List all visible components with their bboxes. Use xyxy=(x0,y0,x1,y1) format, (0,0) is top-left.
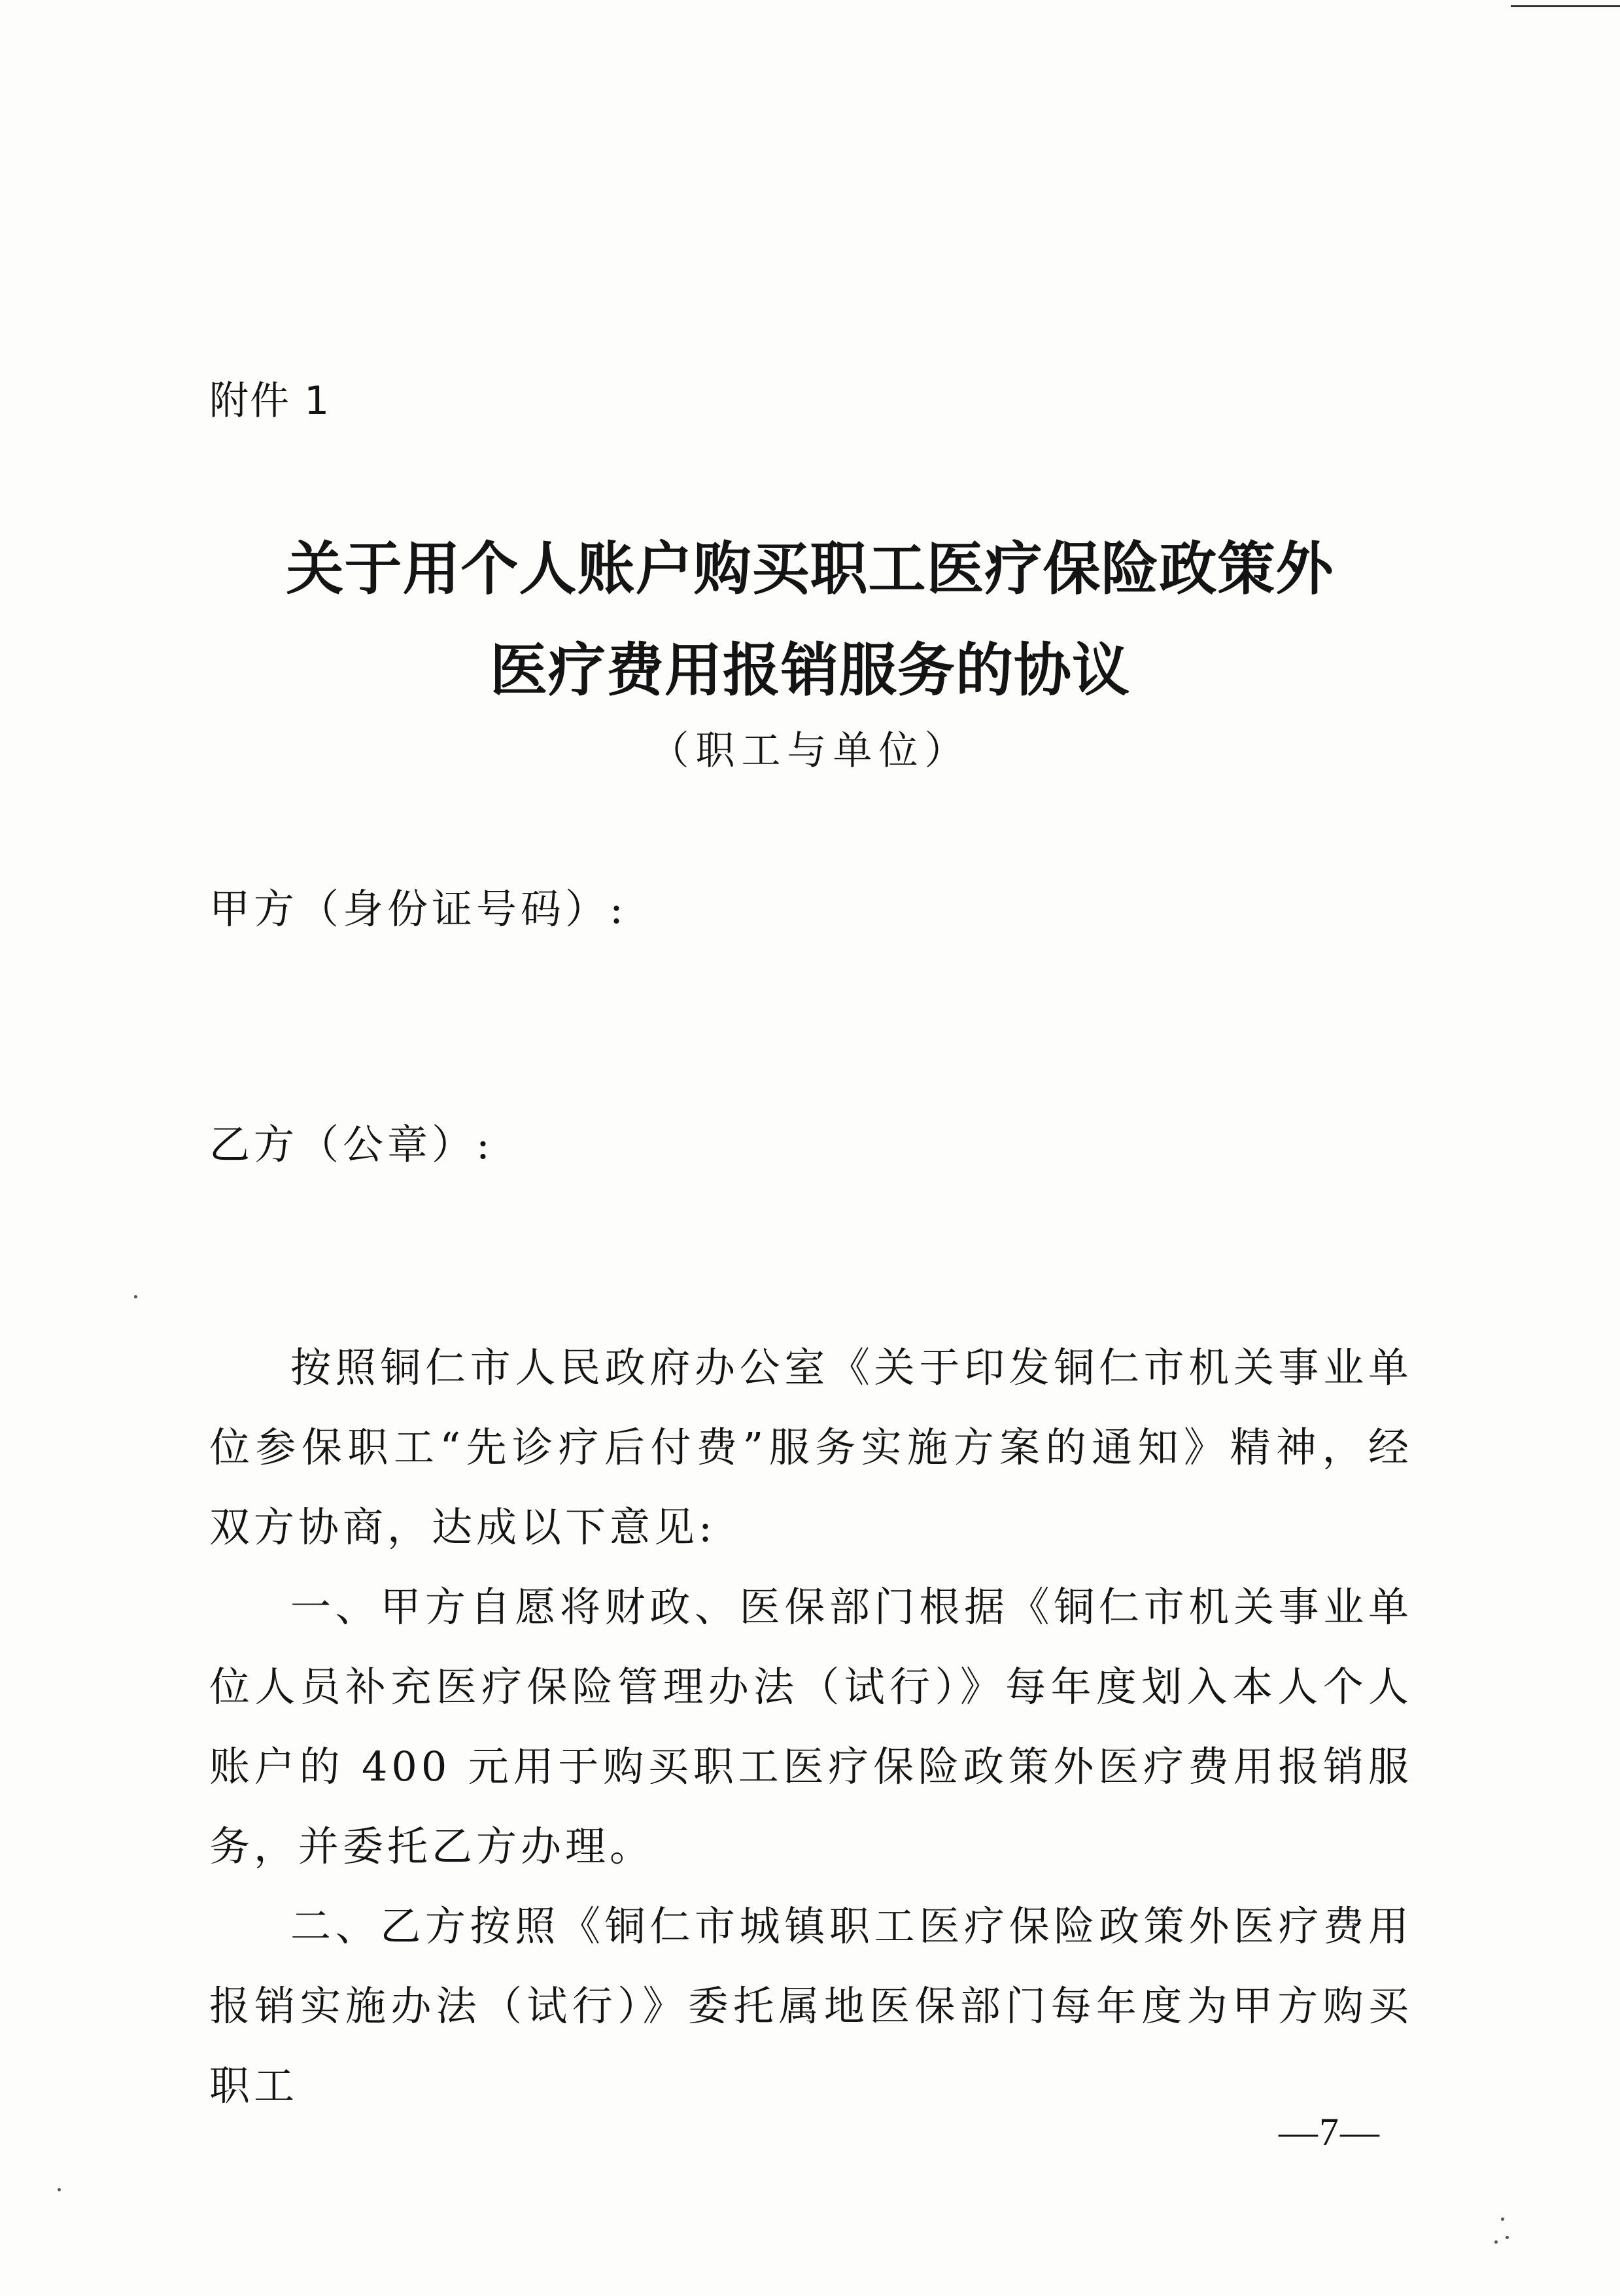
paragraph-clause-1: 一、甲方自愿将财政、医保部门根据《铜仁市机关事业单位人员补充医疗保险管理办法（试行）》每年度划入本人个人账户的 400 元用于购买职工医疗保险政策外医疗费用报销服务，并委托乙方办理。 xyxy=(209,1583,1413,1870)
scan-speck xyxy=(134,1295,137,1298)
subtitle: （职工与单位） xyxy=(649,728,971,774)
scan-speck xyxy=(1501,2218,1504,2221)
title-line-1: 关于用个人账户购买职工医疗保险政策外 xyxy=(286,534,1334,602)
scan-speck xyxy=(1506,2236,1509,2239)
top-edge-rule xyxy=(1511,5,1620,7)
scan-speck xyxy=(58,2188,61,2191)
attachment-label: 附件 1 xyxy=(209,378,331,424)
party-a-label: 甲方（身份证号码）: xyxy=(209,885,627,933)
scan-speck xyxy=(1494,2240,1498,2244)
page-number: —7— xyxy=(1279,2110,1381,2153)
title-line-2: 医疗费用报销服务的协议 xyxy=(489,636,1130,704)
paragraph-intro: 按照铜仁市人民政府办公室《关于印发铜仁市机关事业单位参保职工“先诊疗后付费”服务实施方案的通知》精神，经双方协商，达成以下意见: xyxy=(209,1344,1413,1551)
agreement-body xyxy=(209,1328,1413,2126)
party-b-label: 乙方（公章）: xyxy=(209,1121,494,1168)
paragraph-clause-2: 二、乙方按照《铜仁市城镇职工医疗保险政策外医疗费用报销实施办法（试行）》委托属地医保部门每年度为甲方购买职工 xyxy=(209,1902,1413,2110)
